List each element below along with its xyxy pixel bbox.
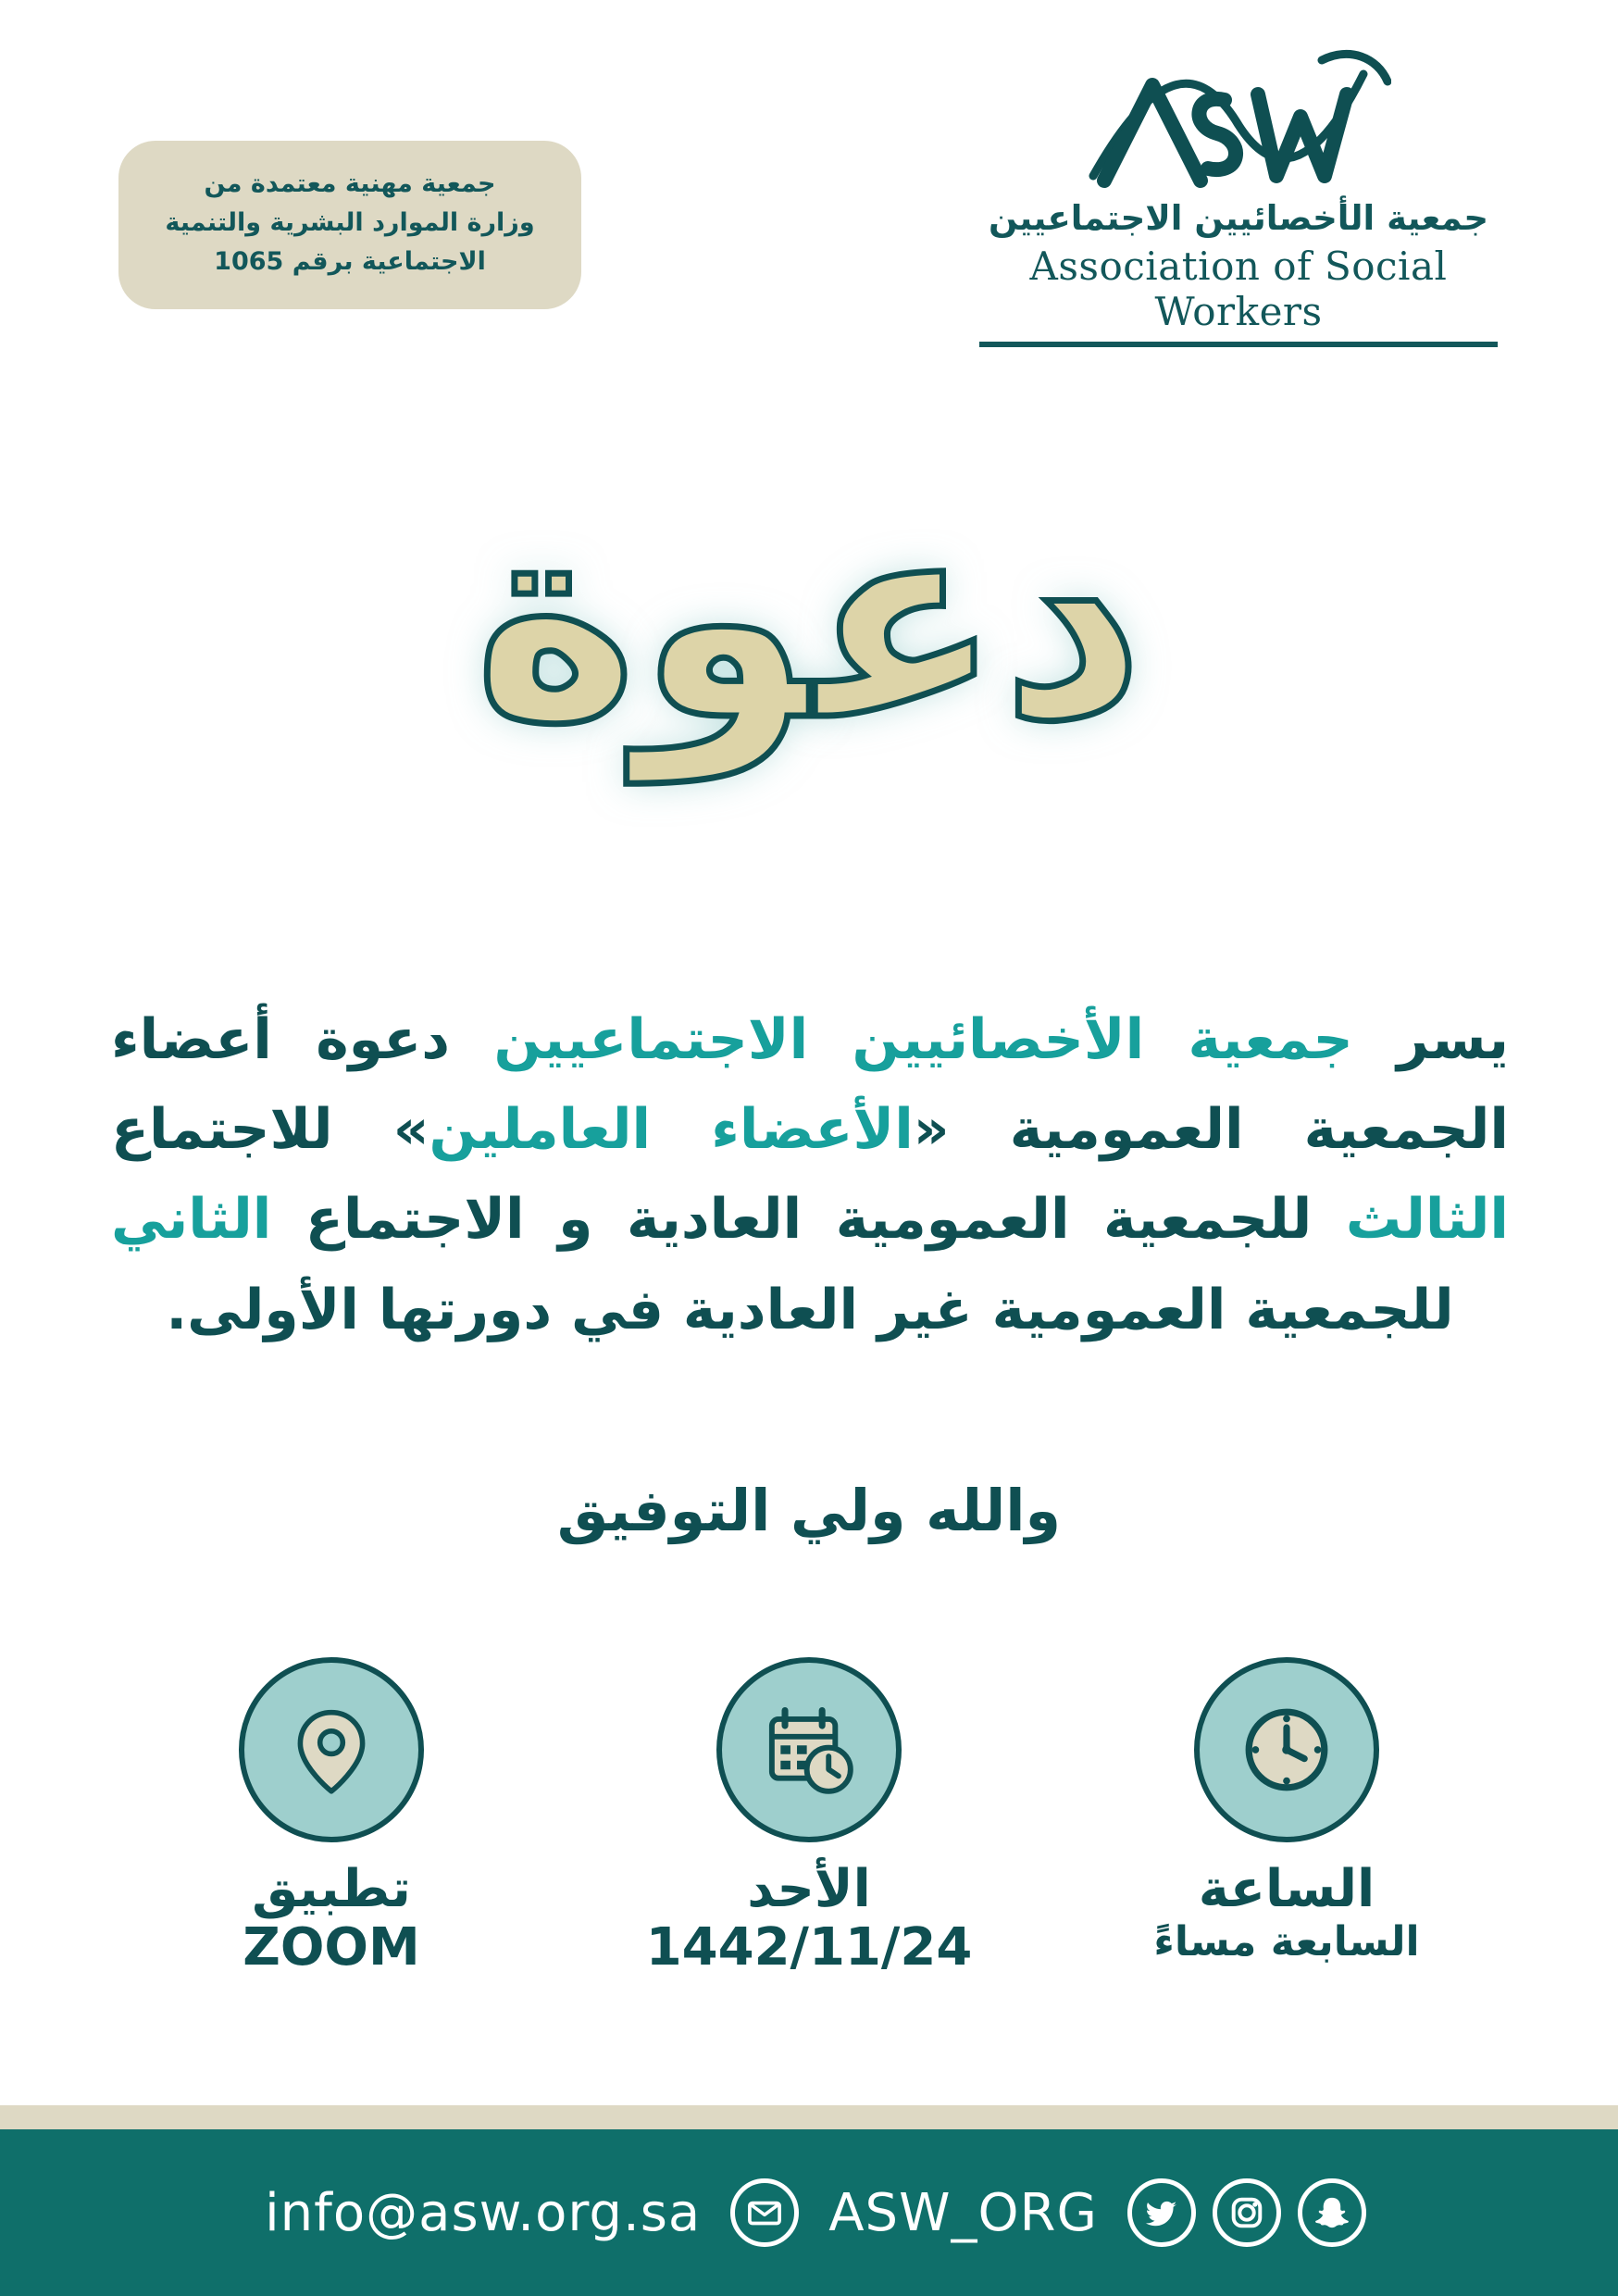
social-handle[interactable]: ASW_ORG [828, 2182, 1098, 2243]
platform-label-main: تطبيق [252, 1859, 411, 1919]
twitter-icon[interactable] [1127, 2178, 1196, 2247]
event-details-row [93, 1657, 1525, 1977]
accreditation-line-1: جمعية مهنية معتمدة من [204, 169, 496, 198]
location-pin-icon [239, 1657, 424, 1842]
footer-accent-bar [0, 2105, 1618, 2129]
snapchat-icon[interactable] [1298, 2178, 1366, 2247]
platform-label [132, 1861, 530, 1977]
body-segment-highlight: الثالث [1345, 1187, 1509, 1253]
accreditation-badge [118, 141, 581, 309]
body-segment-highlight: الأعضاء العاملين [429, 1097, 914, 1163]
time-label [1088, 1861, 1486, 1965]
instagram-icon[interactable] [1213, 2178, 1281, 2247]
logo-underline [979, 342, 1498, 347]
logo-arabic-name: جمعية الأخصائيين الاجتماعيين [988, 198, 1489, 238]
event-detail-date [610, 1657, 1008, 1977]
body-segment: » للاجتماع [111, 1097, 429, 1163]
body-segment: يسر [1352, 1007, 1510, 1072]
accreditation-line-3: الاجتماعية برقم 1065 [214, 246, 486, 276]
calendar-clock-icon [716, 1657, 902, 1842]
time-label-main: الساعة [1198, 1859, 1375, 1919]
date-label [610, 1861, 1008, 1977]
date-day-name: الأحد [747, 1859, 871, 1919]
accreditation-line-2: وزارة الموارد البشرية والتنمية [165, 207, 535, 237]
body-segment: للجمعية العمومية العادية و الاجتماع [271, 1187, 1346, 1253]
invitation-body [111, 995, 1509, 1355]
closing-phrase: والله ولي التوفيق [556, 1477, 1062, 1544]
body-segment-highlight: جمعية الأخصائيين الاجتماعيين [493, 1007, 1353, 1072]
body-segment: للجمعية العمومية غير العادية في دورتها الأولى. [166, 1277, 1454, 1342]
platform-label-value: ZOOM [243, 1916, 420, 1978]
event-detail-platform [132, 1657, 530, 1977]
asw-monogram-icon [1086, 37, 1391, 194]
organization-logo [952, 37, 1525, 347]
event-detail-time [1088, 1657, 1486, 1965]
footer-contacts [0, 2129, 1618, 2296]
body-segment: دعوة أعضاء الجمعية العمومية « [111, 1007, 1509, 1163]
body-segment-highlight: الثاني [111, 1187, 272, 1253]
clock-icon [1194, 1657, 1379, 1842]
envelope-icon[interactable] [730, 2178, 799, 2247]
time-value: السابعة مساءً [1153, 1917, 1420, 1965]
date-value: 1442/11/24 [645, 1916, 973, 1978]
logo-english-name: Association of Social Workers [1029, 243, 1448, 334]
page-title: دعوة [473, 458, 1145, 781]
contact-email[interactable]: info@asw.org.sa [265, 2182, 702, 2243]
